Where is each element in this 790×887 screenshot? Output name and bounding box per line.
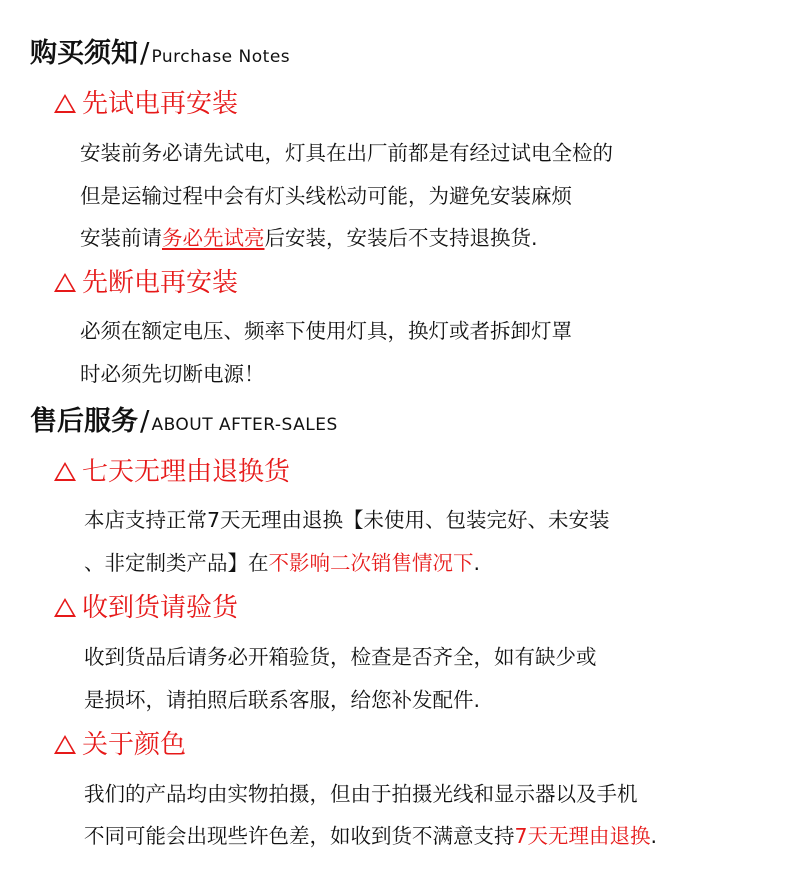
emphasis-text: 务必先试亮	[162, 226, 265, 250]
item-text-line: 本店支持正常7天无理由退换【未使用、包装完好、未安装	[84, 508, 610, 532]
emphasis-text: 7天无理由退换	[514, 824, 651, 848]
warning-triangle-icon	[54, 462, 76, 481]
item-heading-seven-day-return: 七天无理由退换货	[54, 459, 290, 485]
item-heading-inspect-goods: 收到货请验货	[54, 595, 238, 621]
item-heading-power-off-before-install: 先断电再安装	[54, 270, 238, 296]
warning-triangle-icon	[54, 273, 76, 292]
item-text-line: 收到货品后请务必开箱验货，检查是否齐全，如有缺少或	[84, 645, 597, 669]
item-text-line: 安装前务必请先试电，灯具在出厂前都是有经过试电全检的	[80, 141, 613, 165]
section-title-after-sales: 售后服务/ ABOUT AFTER-SALES	[30, 404, 338, 437]
item-text-line: 我们的产品均由实物拍摄，但由于拍摄光线和显示器以及手机	[84, 782, 638, 806]
warning-triangle-icon	[54, 94, 76, 113]
warning-triangle-icon	[54, 735, 76, 754]
item-text-line: 但是运输过程中会有灯头线松动可能，为避免安装麻烦	[80, 184, 572, 208]
item-text-line: 是损坏，请拍照后联系客服，给您补发配件.	[84, 688, 481, 712]
item-text-line: 、非定制类产品】在不影响二次销售情况下.	[84, 551, 481, 575]
item-text-line: 必须在额定电压、频率下使用灯具，换灯或者拆卸灯罩	[80, 319, 572, 343]
emphasis-text: 不影响二次销售情况下	[268, 551, 474, 575]
item-heading-test-before-install: 先试电再安装	[54, 91, 238, 117]
item-heading-about-color: 关于颜色	[54, 732, 186, 758]
section-title-purchase-notes: 购买须知/ Purchase Notes	[30, 36, 291, 69]
item-text-line: 不同可能会出现些许色差，如收到货不满意支持7天无理由退换.	[84, 824, 658, 848]
item-text-line: 时必须先切断电源！	[80, 362, 265, 386]
warning-triangle-icon	[54, 598, 76, 617]
item-text-line: 安装前请务必先试亮后安装，安装后不支持退换货.	[80, 226, 538, 250]
